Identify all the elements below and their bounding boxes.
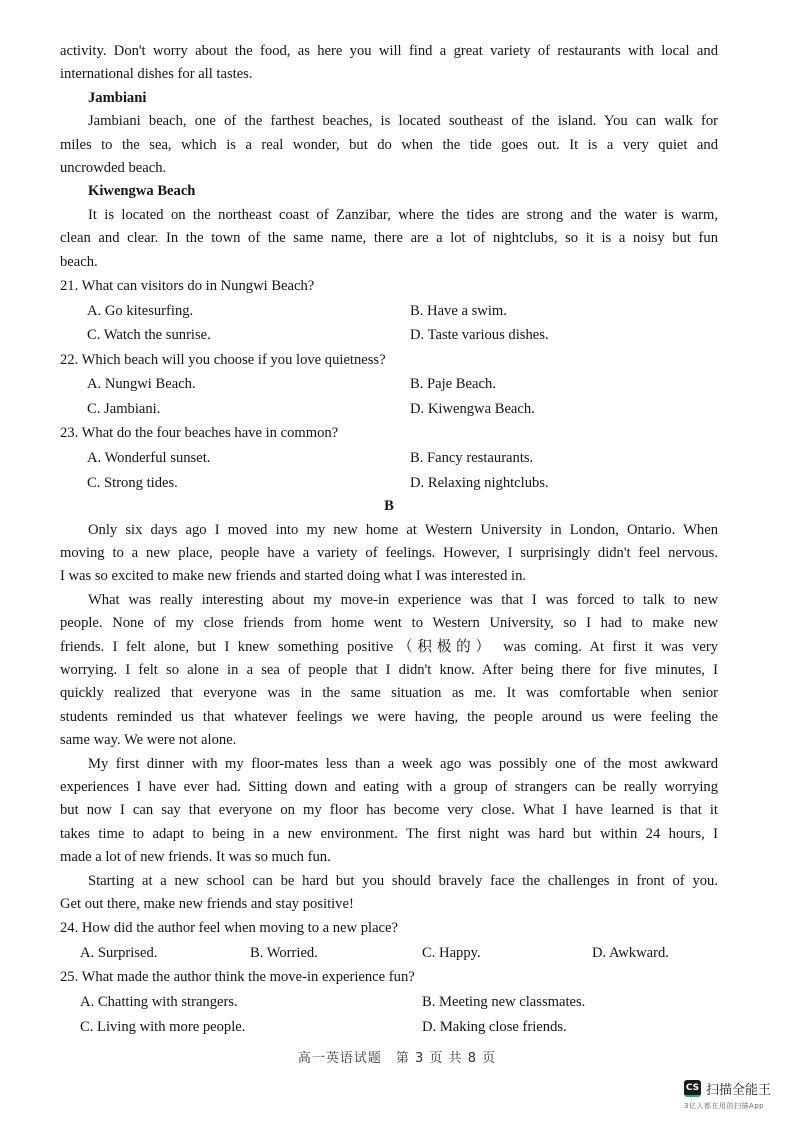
question-24 <box>60 916 718 965</box>
text-line: I was so excited to make new friends and started doing what I was interested in. <box>60 568 527 585</box>
text-line: but now I can say that everyone on my floor has become very close. What I have learned is that it <box>60 802 718 819</box>
text-line: clean and clear. In the town of the same name, there are a lot of nightclubs, so it is a noisy but fun <box>60 230 718 247</box>
question-21 <box>60 274 718 348</box>
paragraph <box>60 870 718 917</box>
question-stem: 25. What made the author think the move-in experience fun? <box>60 969 415 986</box>
option-a: A. Go kitesurfing. <box>87 302 194 319</box>
text-line: What was really interesting about my move-in experience was that I was forced to talk to new <box>88 591 718 608</box>
text-line: moving to a new place, people have a variety of feelings. However, I surprisingly didn't feel nervous. <box>60 545 718 562</box>
option-b: B. Fancy restaurants. <box>410 450 534 467</box>
text-line: activity. Don't worry about the food, as here you will find a great variety of restaurants with local and <box>60 43 718 59</box>
paragraph <box>60 753 718 870</box>
option-c: C. Jambiani. <box>87 400 161 417</box>
option-a: A. Surprised. <box>80 944 158 961</box>
text-line: beach. <box>60 253 98 270</box>
option-a: A. Wonderful sunset. <box>87 450 211 467</box>
option-b: B. Meeting new classmates. <box>422 994 586 1011</box>
question-25 <box>60 965 718 1039</box>
section-label-b: B <box>384 498 394 515</box>
option-d: D. Making close friends. <box>422 1018 567 1035</box>
question-23 <box>60 421 718 495</box>
text-line: quickly realized that everyone was in the same situation as me. It was comfortable when senior <box>60 685 718 702</box>
section-heading-kiwengwa: Kiwengwa Beach <box>88 183 196 200</box>
option-b: B. Paje Beach. <box>410 376 496 393</box>
text-line: takes time to adapt to being in a new environment. The first night was hard but within 24 hours, I <box>60 825 718 842</box>
text-line: My first dinner with my floor-mates less than a week ago was possibly one of the most awkward <box>88 755 718 772</box>
text-line: students reminded us that whatever feelings we were having, the people around us were feeling the <box>60 708 718 725</box>
paragraph <box>60 519 718 589</box>
option-a: A. Nungwi Beach. <box>87 376 196 393</box>
text-line: It is located on the northeast coast of Zanzibar, where the tides are strong and the water is warm, <box>88 206 718 223</box>
exam-page <box>60 40 718 1039</box>
text-line: friends. I felt alone, but I knew something positive（积极的） was coming. At first it was very <box>60 638 718 655</box>
paragraph <box>60 589 718 753</box>
text-line: Get out there, make new friends and stay positive! <box>60 895 354 912</box>
camscanner-logo-icon: CS <box>684 1080 701 1097</box>
option-b: B. Have a swim. <box>410 302 507 319</box>
text-line: made a lot of new friends. It was so much fun. <box>60 849 331 866</box>
text-line: worrying. I felt so alone in a sea of people that I didn't know. After being there for five minutes, I <box>60 661 718 678</box>
option-c: C. Living with more people. <box>80 1018 246 1035</box>
option-d: D. Relaxing nightclubs. <box>410 474 549 491</box>
question-22 <box>60 348 718 422</box>
text-line: miles to the sea, which is a real wonder, but do when the tide goes out. It is a very quiet and <box>60 136 718 153</box>
text-line: experiences I have ever had. Sitting down and eating with a group of strangers can be really worrying <box>60 778 718 795</box>
watermark-tagline: 3亿人都在用的扫描App <box>684 1102 765 1110</box>
text-line: international dishes for all tastes. <box>60 66 253 83</box>
text-line: Starting at a new school can be hard but you should bravely face the challenges in front of you. <box>88 872 718 889</box>
text-line: Only six days ago I moved into my new home at Western University in London, Ontario. When <box>88 521 718 538</box>
question-stem: 21. What can visitors do in Nungwi Beach? <box>60 277 315 294</box>
option-d: D. Kiwengwa Beach. <box>410 400 535 417</box>
option-c: C. Watch the sunrise. <box>87 327 211 344</box>
text-line: Jambiani beach, one of the farthest beaches, is located southeast of the island. You can walk for <box>88 113 718 130</box>
question-stem: 23. What do the four beaches have in common? <box>60 425 339 442</box>
option-c: C. Happy. <box>422 944 481 961</box>
option-c: C. Strong tides. <box>87 474 178 491</box>
watermark-name: 扫描全能王 <box>706 1083 772 1098</box>
text-line: uncrowded beach. <box>60 159 167 176</box>
option-d: D. Awkward. <box>592 944 669 961</box>
text-line: people. None of my close friends from home went to Western University, so I had to make new <box>60 615 718 632</box>
text-line: same way. We were not alone. <box>60 732 237 749</box>
option-b: B. Worried. <box>250 944 318 961</box>
section-heading-jambiani: Jambiani <box>88 89 147 106</box>
scanner-watermark <box>684 1079 771 1098</box>
option-a: A. Chatting with strangers. <box>80 994 238 1011</box>
question-stem: 24. How did the author feel when moving to a new place? <box>60 920 398 937</box>
page-footer: 高一英语试题 第 3 页 共 8 页 <box>297 1051 497 1066</box>
option-d: D. Taste various dishes. <box>410 327 549 344</box>
question-stem: 22. Which beach will you choose if you love quietness? <box>60 351 386 368</box>
